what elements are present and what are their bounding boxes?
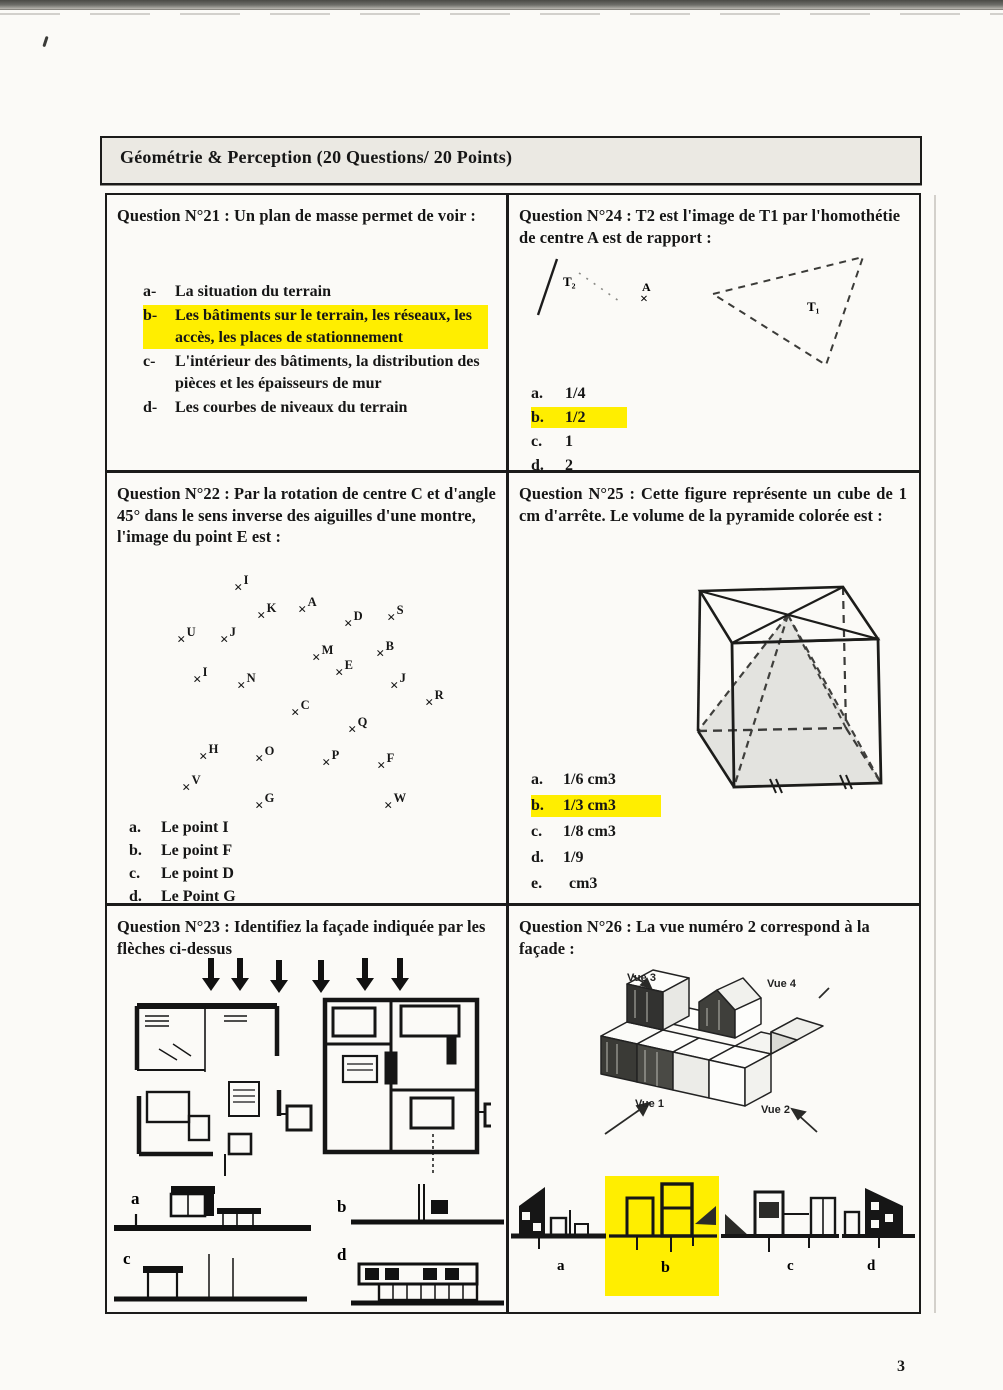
vue-4-label: Vue 4 xyxy=(767,978,796,990)
question-24-options xyxy=(531,383,661,470)
q24-option-b-highlighted xyxy=(531,407,627,428)
option-text: 1/9 xyxy=(563,849,584,866)
option-key: b. xyxy=(129,842,142,859)
scatter-point-R: ×$^R$ xyxy=(425,688,444,711)
facade-c-label: c xyxy=(787,1258,794,1274)
option-key: c- xyxy=(143,353,156,370)
option-text: Les courbes de niveaux du terrain xyxy=(175,399,408,416)
q21-option-a xyxy=(143,281,488,303)
floor-plans-figure xyxy=(129,994,491,1176)
down-arrow-icon xyxy=(318,960,324,980)
scan-edge-artifact xyxy=(0,0,1003,10)
scatter-point-K: ×$^K$ xyxy=(257,601,277,624)
q21-option-b-highlighted xyxy=(143,305,488,349)
scatter-point-S: ×$^S$ xyxy=(387,603,404,626)
option-text: 1/6 cm3 xyxy=(563,771,616,788)
elevation-options-figure xyxy=(111,1178,506,1310)
question-23-title: Question N°23 : Identifiez la façade indiquée par les flèches ci-dessus xyxy=(117,917,486,958)
option-key: b. xyxy=(531,797,544,814)
facade-b-label: b xyxy=(661,1259,670,1276)
question-22-options xyxy=(129,817,329,903)
scatter-point-C: ×$^C$ xyxy=(291,698,310,721)
option-key: c. xyxy=(531,823,543,840)
questions-grid xyxy=(105,193,921,1314)
vue-1-label: Vue 1 xyxy=(635,1098,664,1110)
t2-triangle-label: T₂ xyxy=(563,274,576,289)
cube-pyramid-figure xyxy=(664,569,914,829)
q25-option-c xyxy=(531,821,691,843)
option-text: 1/4 xyxy=(565,385,586,402)
q22-option-d xyxy=(129,886,329,903)
q24-option-d xyxy=(531,455,661,470)
scatter-point-P: ×$^P$ xyxy=(322,748,340,771)
down-arrow-icon xyxy=(237,958,243,978)
scatter-point-E: ×$^E$ xyxy=(335,658,353,681)
down-arrow-icon xyxy=(362,958,368,978)
question-21-cell xyxy=(107,195,506,470)
option-text: Le point F xyxy=(161,842,233,859)
scatter-point-U: ×$^U$ xyxy=(177,625,196,648)
scatter-point-I: ×$^I$ xyxy=(234,573,249,596)
option-text: 1/8 cm3 xyxy=(563,823,616,840)
vue-3-label: Vue 3 xyxy=(627,972,656,984)
option-key: c. xyxy=(531,433,543,450)
center-a-label: A xyxy=(642,280,651,294)
option-key: a. xyxy=(531,771,543,788)
option-text: L'intérieur des bâtiments, la distribution des pièces et les épaisseurs de mur xyxy=(175,353,480,392)
option-key: a- xyxy=(143,283,157,300)
question-26-cell xyxy=(509,906,917,1310)
question-25-options xyxy=(531,769,691,899)
question-25-cell xyxy=(509,473,917,903)
scatter-point-O: ×$^O$ xyxy=(255,744,275,767)
q24-option-a xyxy=(531,383,661,404)
option-key: b. xyxy=(531,409,544,426)
facade-d-label: d xyxy=(867,1258,876,1274)
scatter-point-W: ×$^W$ xyxy=(384,791,407,814)
scatter-point-B: ×$^B$ xyxy=(376,639,394,662)
section-header xyxy=(100,136,922,185)
q25-option-b-highlighted xyxy=(531,795,661,817)
q22-option-a xyxy=(129,817,329,839)
vue-2-label: Vue 2 xyxy=(761,1104,790,1116)
question-21-options xyxy=(143,281,488,421)
isometric-cubes-figure xyxy=(567,966,911,1142)
down-arrow-icon xyxy=(276,960,282,980)
scan-fold-line xyxy=(934,195,936,1313)
option-text: cm3 xyxy=(569,875,598,892)
q22-option-b xyxy=(129,840,329,862)
option-key: c. xyxy=(129,865,141,882)
option-text: Le point I xyxy=(161,819,229,836)
question-26-title: Question N°26 : La vue numéro 2 correspond à la façade : xyxy=(519,917,870,958)
pen-tick-mark xyxy=(42,36,48,47)
elevation-a-label: a xyxy=(131,1189,140,1208)
section-title: Géométrie & Perception (20 Questions/ 20 Points) xyxy=(120,147,513,167)
option-key: e. xyxy=(531,875,543,892)
q22-option-c xyxy=(129,863,329,885)
question-25-title: Question N°25 : Cette figure représente un cube de 1 cm d'arrête. Le volume de la pyramide colorée est : xyxy=(519,484,907,525)
option-key: d- xyxy=(143,399,158,416)
scatter-point-D: ×$^D$ xyxy=(344,609,363,632)
scatter-point-H: ×$^H$ xyxy=(199,742,219,765)
scatter-point-F: ×$^F$ xyxy=(377,751,395,774)
scatter-point-J: ×$^J$ xyxy=(390,671,406,694)
center-a-cross: × xyxy=(640,292,648,307)
option-text: La situation du terrain xyxy=(175,283,332,300)
option-key: d. xyxy=(129,888,142,903)
scatter-point-N: ×$^N$ xyxy=(237,671,256,694)
question-23-cell xyxy=(107,906,506,1310)
page-number: 3 xyxy=(897,1358,905,1375)
question-22-title: Question N°22 : Par la rotation de centre C et d'angle 45° dans le sens inverse des aiguilles d'une montre, l'image du point E est : xyxy=(117,484,496,547)
elevation-c-label: c xyxy=(123,1249,131,1268)
q25-option-a xyxy=(531,769,691,791)
option-text: 1/2 xyxy=(565,409,586,426)
q25-option-e xyxy=(531,873,691,895)
option-text: Les bâtiments sur le terrain, les réseaux, les accès, les places de stationnement xyxy=(175,307,472,346)
option-text: Le Point G xyxy=(161,888,236,903)
option-key: d. xyxy=(531,457,544,470)
option-key: a. xyxy=(129,819,141,836)
scatter-point-A: ×$^A$ xyxy=(298,595,317,618)
scatter-point-M: ×$^M$ xyxy=(312,643,334,666)
option-text: 2 xyxy=(565,457,573,470)
scatter-point-Q: ×$^Q$ xyxy=(348,715,368,738)
q21-option-c xyxy=(143,351,488,395)
question-22-cell xyxy=(107,473,506,903)
facade-a-label: a xyxy=(557,1258,565,1274)
q24-option-c xyxy=(531,431,661,452)
option-key: b- xyxy=(143,307,158,324)
option-text: 1/3 cm3 xyxy=(563,797,616,814)
option-key: d. xyxy=(531,849,544,866)
question-21-title: Question N°21 : Un plan de masse permet de voir : xyxy=(117,206,476,225)
facade-options-figure xyxy=(509,1172,917,1307)
homothety-diagram xyxy=(521,253,917,395)
scatter-point-V: ×$^V$ xyxy=(182,773,201,796)
t1-triangle-label: T₁ xyxy=(807,299,820,314)
down-arrow-icon xyxy=(208,958,214,978)
q22-scatter xyxy=(152,565,457,815)
question-24-title: Question N°24 : T2 est l'image de T1 par l'homothétie de centre A est de rapport : xyxy=(519,206,901,247)
scatter-point-G: ×$^G$ xyxy=(255,791,275,814)
option-key: a. xyxy=(531,385,543,402)
question-24-cell xyxy=(509,195,917,470)
elevation-b-label: b xyxy=(337,1197,347,1216)
scatter-point-J: ×$^J$ xyxy=(220,625,236,648)
option-text: Le point D xyxy=(161,865,234,882)
scatter-point-I: ×$^I$ xyxy=(193,665,208,688)
option-text: 1 xyxy=(565,433,573,450)
scan-edge-artifact-2 xyxy=(0,13,1003,15)
q25-option-d xyxy=(531,847,691,869)
q21-option-d xyxy=(143,397,488,419)
elevation-d-label: d xyxy=(337,1245,347,1264)
down-arrow-icon xyxy=(397,958,403,978)
